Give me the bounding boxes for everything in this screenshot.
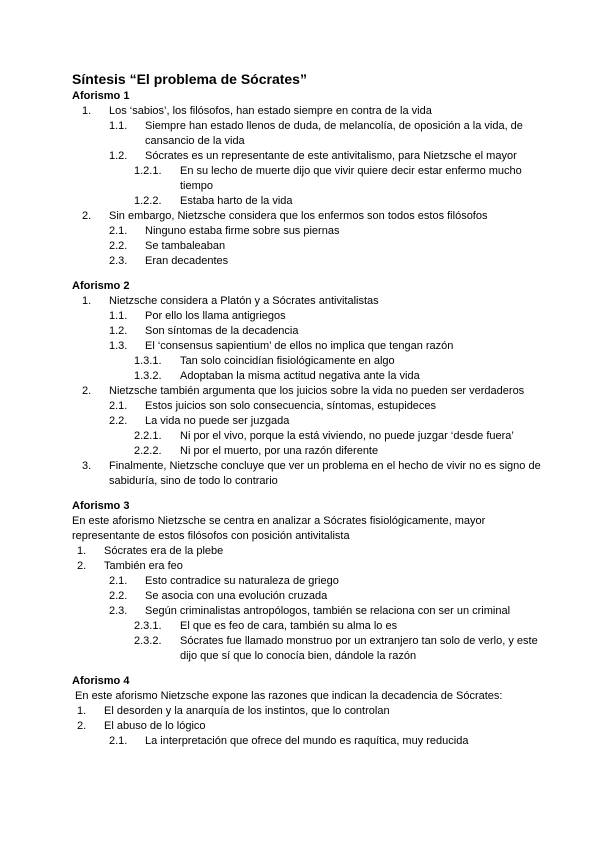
list-number: 1.3. (109, 340, 128, 352)
list-number: 1.2. (109, 150, 128, 162)
list-number: 2.3. (109, 255, 128, 267)
list-item (72, 164, 542, 194)
list-number: 2.2. (109, 415, 128, 427)
list-number: 2. (77, 560, 87, 572)
list-text: Sin embargo, Nietzsche considera que los enfermos son todos estos filósofos (109, 210, 488, 222)
list-number: 1. (82, 105, 92, 117)
list-item (72, 574, 542, 589)
list-item (72, 384, 542, 399)
list-number: 2.1. (109, 735, 128, 747)
section-aforismo-2 (72, 279, 542, 489)
list-number: 3. (82, 460, 92, 472)
list-number: 2.3.2. (134, 635, 162, 647)
list-text: Ni por el muerto, por una razón diferente (180, 445, 379, 457)
list-item (72, 239, 542, 254)
list-number: 1.2. (109, 325, 128, 337)
section-heading: Aforismo 4 (72, 675, 130, 687)
list-item (72, 324, 542, 339)
list-text: El que es feo de cara, también su alma lo es (180, 620, 398, 632)
section-aforismo-3 (72, 499, 542, 664)
list-item (72, 429, 542, 444)
list-number: 2. (82, 385, 92, 397)
list-number: 2.3. (109, 605, 128, 617)
list-text: Esto contradice su naturaleza de griego (145, 575, 339, 587)
section-intro: En este aforismo Nietzsche expone las razones que indican la decadencia de Sócrates: (72, 690, 503, 702)
list-item (72, 369, 542, 384)
list-text: Se asocia con una evolución cruzada (145, 590, 328, 602)
list-item (72, 354, 542, 369)
list-text: Tan solo coincidían fisiológicamente en algo (180, 355, 395, 367)
list-item (72, 619, 542, 634)
list-text: La interpretación que ofrece del mundo es raquítica, muy reducida (145, 735, 469, 747)
list-number: 2.1. (109, 575, 128, 587)
list-item (72, 589, 542, 604)
list-number: 1.1. (109, 310, 128, 322)
list-text: La vida no puede ser juzgada (145, 415, 290, 427)
list-text: Se tambaleaban (145, 240, 226, 252)
section-spacer (72, 664, 542, 674)
list-text: También era feo (104, 560, 183, 572)
section-spacer (72, 269, 542, 279)
list-text: Finalmente, Nietzsche concluye que ver un problema en el hecho de vivir no es signo de sabiduría, sino de todo lo contrario (109, 460, 541, 487)
list-item (72, 209, 542, 224)
section-aforismo-4 (72, 674, 542, 749)
list-number: 2.2.2. (134, 445, 162, 457)
list-item (72, 309, 542, 324)
list-text: Nietzsche considera a Platón y a Sócrates antivitalistas (109, 295, 379, 307)
list-text: Según criminalistas antropólogos, también se relaciona con ser un criminal (145, 605, 511, 617)
list-number: 2.2. (109, 240, 128, 252)
list-text: Sócrates era de la plebe (104, 545, 224, 557)
list-item (72, 104, 542, 119)
list-text: El desorden y la anarquía de los instintos, que lo controlan (104, 705, 390, 717)
list-item (72, 254, 542, 269)
list-item (72, 149, 542, 164)
list-number: 2.1. (109, 400, 128, 412)
list-text: Estos juicios son solo consecuencia, síntomas, estupideces (145, 400, 437, 412)
list-text: Ninguno estaba firme sobre sus piernas (145, 225, 340, 237)
section-spacer (72, 489, 542, 499)
list-text: El abuso de lo lógico (104, 720, 206, 732)
list-text: Nietzsche también argumenta que los juicios sobre la vida no pueden ser verdaderos (109, 385, 525, 397)
list-item (72, 414, 542, 429)
section-heading: Aforismo 1 (72, 90, 130, 102)
list-text: Sócrates es un representante de este antivitalismo, para Nietzsche el mayor (145, 150, 517, 162)
list-text: El ‘consensus sapientium’ de ellos no implica que tengan razón (145, 340, 454, 352)
section-heading: Aforismo 3 (72, 500, 130, 512)
list-text: Eran decadentes (145, 255, 229, 267)
list-item (72, 119, 542, 149)
list-item (72, 544, 542, 559)
list-text: Ni por el vivo, porque la está viviendo, no puede juzgar ‘desde fuera’ (180, 430, 514, 442)
section-aforismo-1 (72, 89, 542, 269)
list-item (72, 559, 542, 574)
list-number: 1. (77, 545, 87, 557)
list-number: 1.2.2. (134, 195, 162, 207)
list-item (72, 734, 542, 749)
list-item (72, 634, 542, 664)
list-number: 1.3.2. (134, 370, 162, 382)
list-number: 2.1. (109, 225, 128, 237)
list-item (72, 719, 542, 734)
document-title: Síntesis “El problema de Sócrates” (72, 71, 307, 87)
list-item (72, 459, 542, 489)
list-number: 1.3.1. (134, 355, 162, 367)
list-item (72, 224, 542, 239)
list-item (72, 604, 542, 619)
section-intro: En este aforismo Nietzsche se centra en analizar a Sócrates fisiológicamente, mayor representante de estos filósofos con posición antivitalista (72, 515, 486, 542)
list-item (72, 194, 542, 209)
list-number: 2.3.1. (134, 620, 162, 632)
list-number: 1.1. (109, 120, 128, 132)
list-number: 2.2.1. (134, 430, 162, 442)
list-text: En su lecho de muerte dijo que vivir quiere decir estar enfermo mucho tiempo (180, 165, 522, 192)
list-number: 1. (82, 295, 92, 307)
list-item (72, 339, 542, 354)
list-number: 2. (77, 720, 87, 732)
list-text: Son síntomas de la decadencia (145, 325, 299, 337)
list-text: Estaba harto de la vida (180, 195, 293, 207)
list-text: Adoptaban la misma actitud negativa ante la vida (180, 370, 420, 382)
list-number: 1.2.1. (134, 165, 162, 177)
list-item (72, 704, 542, 719)
document-body (72, 70, 542, 749)
list-item (72, 444, 542, 459)
section-heading: Aforismo 2 (72, 280, 130, 292)
list-number: 1. (77, 705, 87, 717)
list-item (72, 399, 542, 414)
list-text: Sócrates fue llamado monstruo por un extranjero tan solo de verlo, y este dijo que sí que lo conocía bien, dándole la razón (180, 635, 538, 662)
list-text: Los ‘sabios’, los filósofos, han estado siempre en contra de la vida (109, 105, 432, 117)
list-number: 2.2. (109, 590, 128, 602)
list-number: 2. (82, 210, 92, 222)
list-text: Siempre han estado llenos de duda, de melancolía, de oposición a la vida, de cansancio de la vida (145, 120, 523, 147)
list-item (72, 294, 542, 309)
list-text: Por ello los llama antigriegos (145, 310, 286, 322)
